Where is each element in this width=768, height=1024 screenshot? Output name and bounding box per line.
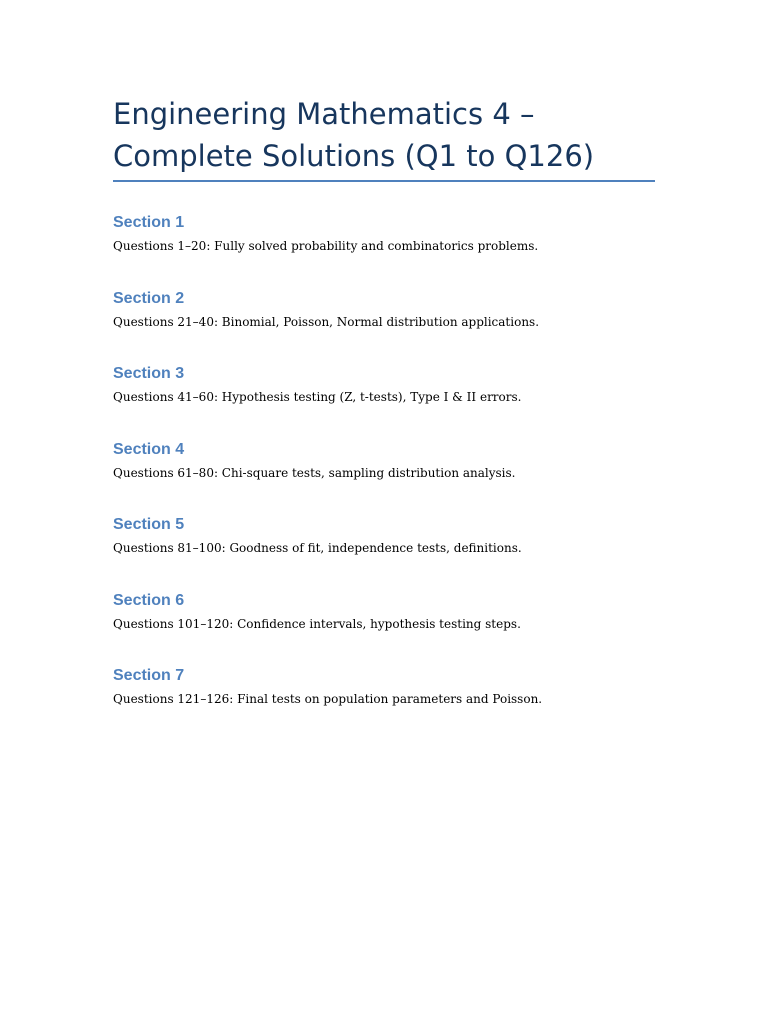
section-description: Questions 61–80: Chi-square tests, sampling distribution analysis.: [113, 465, 516, 480]
section-6: [113, 589, 673, 665]
section-heading: Section 4: [113, 440, 185, 458]
section-heading: Section 1: [113, 214, 185, 231]
section-7: [113, 664, 673, 740]
section-description: Questions 41–60: Hypothesis testing (Z, t-tests), Type I & II errors.: [113, 390, 522, 404]
title-underline-rule: [113, 180, 655, 182]
section-5: [113, 513, 673, 589]
section-description: Questions 81–100: Goodness of fit, independence tests, definitions.: [113, 541, 522, 555]
section-3: [113, 362, 673, 438]
section-list: [113, 211, 673, 740]
section-description: Questions 101–120: Confidence intervals, hypothesis testing steps.: [113, 616, 521, 631]
section-heading: Section 3: [113, 365, 185, 382]
section-description: Questions 1–20: Fully solved probability and combinatorics problems.: [113, 239, 539, 253]
section-description: Questions 21–40: Binomial, Poisson, Normal distribution applications.: [113, 314, 540, 329]
section-4: [113, 438, 673, 514]
section-heading: Section 7: [113, 667, 185, 684]
document-title: Engineering Mathematics 4 – Complete Solutions (Q1 to Q126): [113, 97, 595, 173]
section-description: Questions 121–126: Final tests on population parameters and Poisson.: [113, 692, 543, 706]
section-1: [113, 211, 673, 287]
section-heading: Section 2: [113, 289, 185, 307]
section-2: [113, 287, 673, 363]
section-heading: Section 6: [113, 591, 185, 609]
section-heading: Section 5: [113, 516, 185, 533]
